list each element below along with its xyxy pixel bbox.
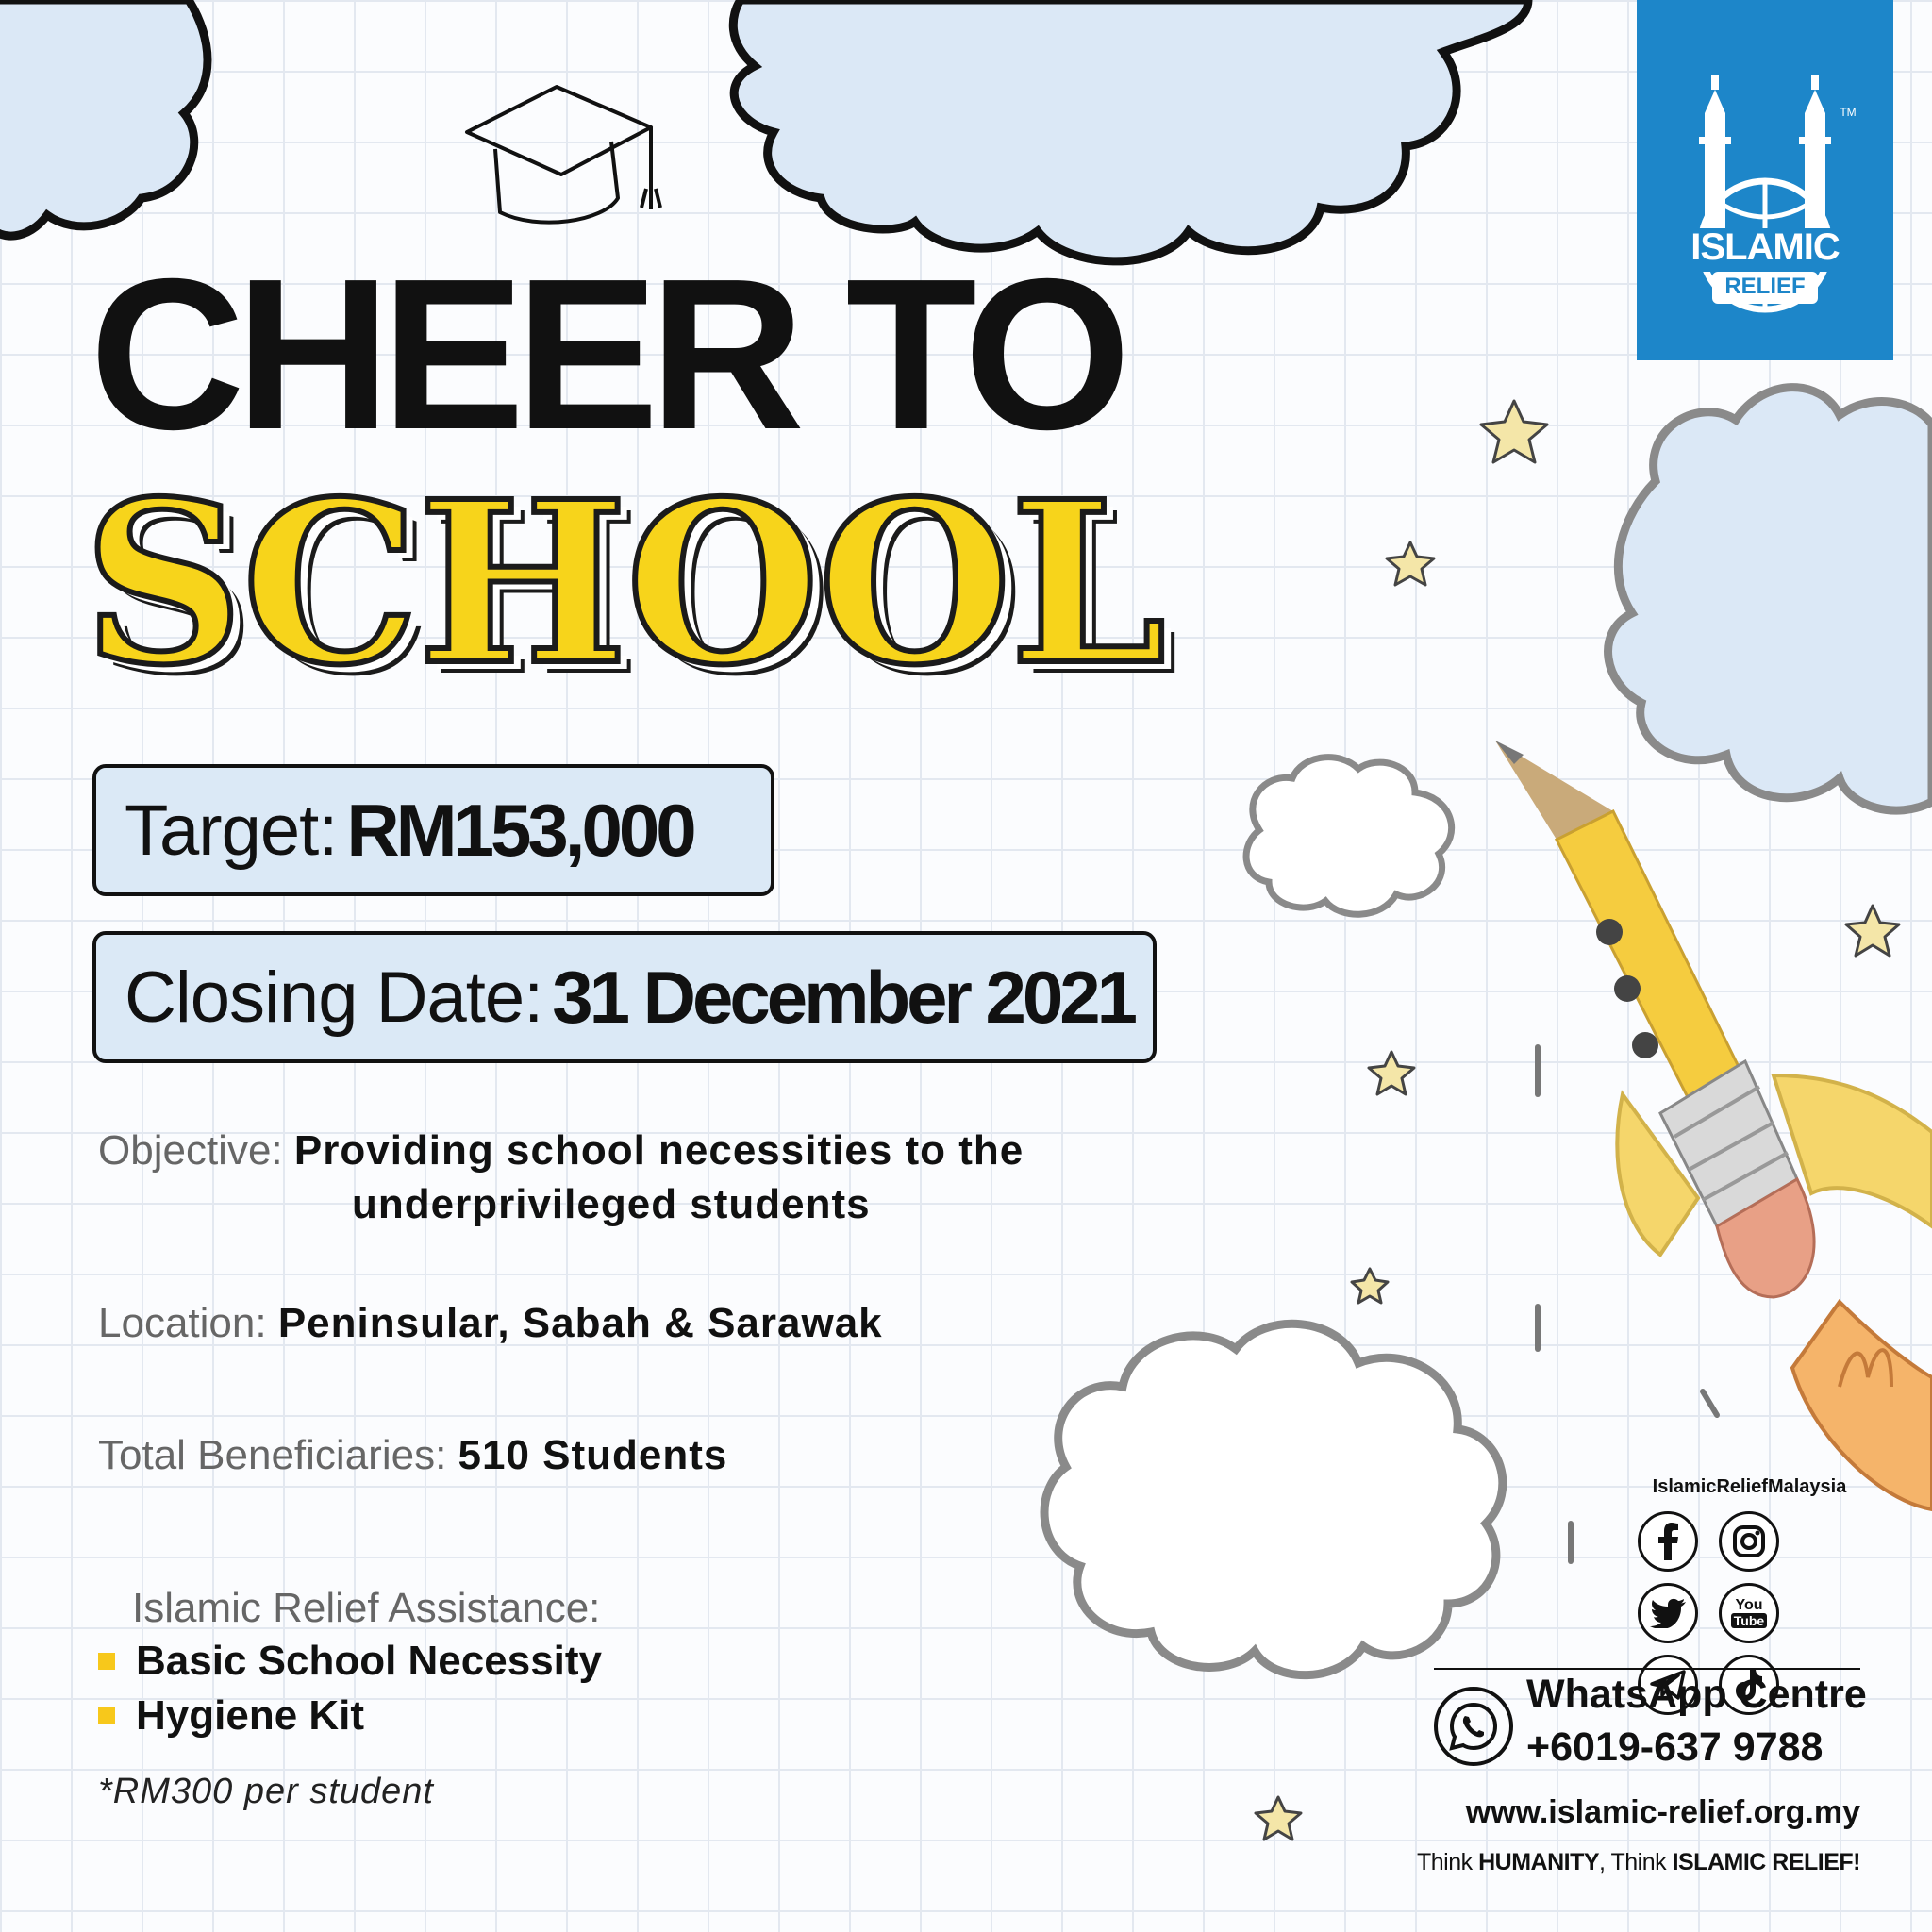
bullet-square-icon (98, 1653, 115, 1670)
headline-cheer-to: CHEER TO (90, 235, 1122, 475)
beneficiaries-value: 510 Students (458, 1432, 728, 1478)
closing-date-label: Closing Date: (125, 957, 543, 1038)
logo-text-relief: RELIEF (1724, 274, 1806, 299)
graduation-cap-icon (467, 87, 660, 223)
tagline-think-2: , Think (1599, 1849, 1673, 1875)
location-value: Peninsular, Sabah & Sarawak (277, 1300, 883, 1346)
whatsapp-number[interactable]: +6019-637 9788 (1526, 1724, 1824, 1770)
tagline-islamic-relief: ISLAMIC RELIEF! (1672, 1849, 1860, 1875)
instagram-icon[interactable] (1719, 1511, 1779, 1572)
cloud-shape (733, 0, 1528, 261)
beneficiaries-label: Total Beneficiaries: (98, 1432, 447, 1478)
assistance-item-label: Hygiene Kit (136, 1692, 365, 1739)
cloud-shape (1044, 1324, 1503, 1674)
website-link[interactable]: www.islamic-relief.org.my (1465, 1794, 1860, 1830)
beneficiaries-line (98, 1432, 727, 1479)
assistance-item (98, 1692, 364, 1740)
mosque-globe-icon (1637, 0, 1893, 360)
cloud-shape (0, 0, 208, 236)
assistance-item-label: Basic School Necessity (136, 1638, 603, 1684)
per-student-note: *RM300 per student (98, 1772, 434, 1811)
twitter-icon[interactable] (1638, 1583, 1698, 1643)
headline-school: SCHOOL (83, 452, 1165, 714)
whatsapp-label: WhatsApp Centre (1526, 1672, 1867, 1717)
cloud-shape (1608, 388, 1932, 811)
youtube-icon[interactable] (1719, 1583, 1779, 1643)
location-label: Location: (98, 1300, 267, 1346)
whatsapp-icon[interactable] (1434, 1687, 1513, 1766)
closing-date-value: 31 December 2021 (552, 955, 1135, 1039)
assistance-item (98, 1638, 602, 1685)
trademark-mark: TM (1840, 106, 1857, 119)
objective-label: Objective: (98, 1127, 283, 1174)
target-value: RM153,000 (346, 788, 693, 872)
logo-text-islamic: ISLAMIC (1690, 226, 1840, 268)
assistance-heading: Islamic Relief Assistance: (132, 1585, 601, 1631)
bullet-square-icon (98, 1707, 115, 1724)
divider (1434, 1668, 1860, 1670)
target-label: Target: (125, 790, 338, 871)
objective-line (98, 1127, 1024, 1174)
tagline (1415, 1849, 1860, 1876)
islamic-relief-logo[interactable] (1637, 0, 1893, 360)
facebook-icon[interactable] (1638, 1511, 1698, 1572)
objective-value: Providing school necessities to the (293, 1127, 1024, 1174)
closing-date-box (92, 931, 1157, 1063)
tagline-think: Think (1417, 1849, 1479, 1875)
youtube-icon-text-top: You (1735, 1597, 1763, 1613)
objective-line-2 (352, 1181, 871, 1228)
social-handle[interactable]: IslamicReliefMalaysia (1652, 1476, 1847, 1497)
youtube-icon-text-bottom: Tube (1731, 1613, 1767, 1628)
location-line (98, 1300, 883, 1347)
target-box (92, 764, 774, 896)
objective-value-continued: underprivileged students (352, 1181, 871, 1227)
cloud-shape (1246, 758, 1452, 915)
pencil-rocket-illustration (1495, 741, 1932, 1509)
tagline-humanity: HUMANITY (1478, 1849, 1600, 1875)
